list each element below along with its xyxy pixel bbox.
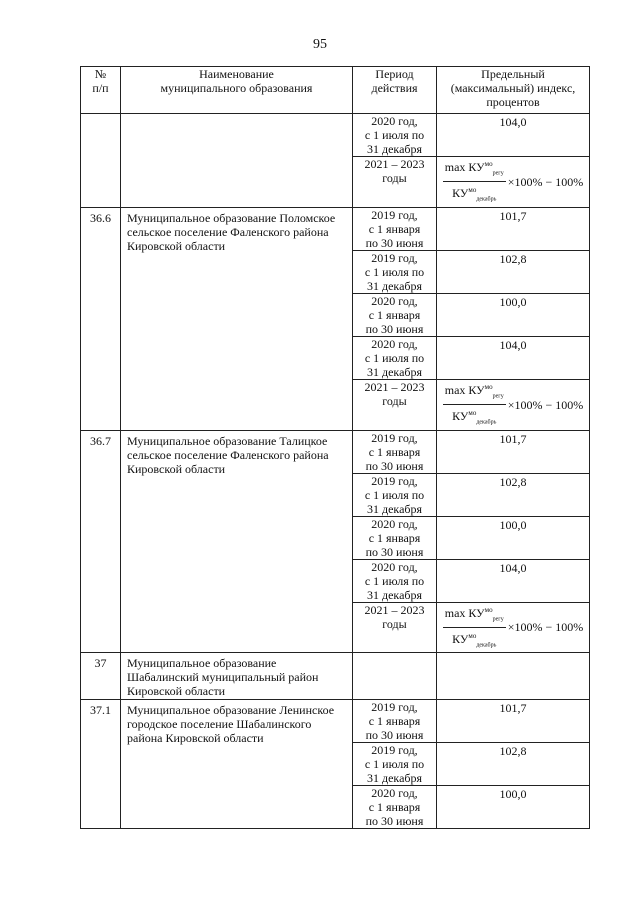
row-name: Муниципальное образование Ленинское городское поселение Шабалинского района Кировской области xyxy=(121,700,353,829)
row-name: Муниципальное образование Шабалинский муниципальный район Кировской области xyxy=(121,653,353,700)
table-row xyxy=(81,430,590,473)
formula-fraction: $\frac{\max КУ^{мо}_{регу}}{КУ^{мо}_{декабрь}}$ xyxy=(443,603,506,653)
table-row xyxy=(81,653,590,700)
row-name-cell xyxy=(121,114,353,208)
index-value: 101,7 xyxy=(437,430,590,473)
index-value: 102,8 xyxy=(437,473,590,516)
index-value: 104,0 xyxy=(437,114,590,157)
index-value: 104,0 xyxy=(437,559,590,602)
period-cell: 2021 – 2023 годы xyxy=(353,157,437,208)
row-num: 37.1 xyxy=(81,700,121,829)
period-cell: 2019 год, с 1 января по 30 июня xyxy=(353,700,437,743)
tariff-index-table xyxy=(80,66,590,829)
index-value: 100,0 xyxy=(437,516,590,559)
index-value: 102,8 xyxy=(437,250,590,293)
table-header-row xyxy=(81,67,590,114)
period-cell: 2020 год, с 1 января по 30 июня xyxy=(353,786,437,829)
index-value: 100,0 xyxy=(437,293,590,336)
row-num: 36.6 xyxy=(81,207,121,430)
index-value: 100,0 xyxy=(437,786,590,829)
formula-rest: ×100% − 100% xyxy=(507,397,584,412)
period-cell: 2020 год, с 1 июля по 31 декабря xyxy=(353,336,437,379)
period-cell: 2019 год, с 1 июля по 31 декабря xyxy=(353,250,437,293)
table-row xyxy=(81,207,590,250)
header-index: Предельный (максимальный) индекс, процентов xyxy=(437,67,590,114)
row-num-cell xyxy=(81,114,121,208)
period-cell: 2020 год, с 1 января по 30 июня xyxy=(353,516,437,559)
index-value: 101,7 xyxy=(437,700,590,743)
table-row xyxy=(81,114,590,157)
row-num: 37 xyxy=(81,653,121,700)
index-formula xyxy=(437,602,590,653)
period-cell: 2019 год, с 1 июля по 31 декабря xyxy=(353,473,437,516)
period-cell: 2020 год, с 1 июля по 31 декабря xyxy=(353,114,437,157)
index-value xyxy=(437,653,590,700)
formula-fraction: $\frac{\max КУ^{мо}_{регу}}{КУ^{мо}_{декабрь}}$ xyxy=(443,157,506,207)
row-num: 36.7 xyxy=(81,430,121,653)
period-cell: 2019 год, с 1 января по 30 июня xyxy=(353,430,437,473)
page-number: 95 xyxy=(313,37,327,52)
index-value: 102,8 xyxy=(437,743,590,786)
index-formula xyxy=(437,379,590,430)
period-cell xyxy=(353,653,437,700)
formula-rest: ×100% − 100% xyxy=(507,620,584,635)
period-cell: 2019 год, с 1 января по 30 июня xyxy=(353,207,437,250)
period-cell: 2020 год, с 1 января по 30 июня xyxy=(353,293,437,336)
header-name: Наименование муниципального образования xyxy=(121,67,353,114)
index-value: 104,0 xyxy=(437,336,590,379)
formula-rest: ×100% − 100% xyxy=(507,174,584,189)
period-cell: 2021 – 2023 годы xyxy=(353,602,437,653)
period-cell: 2020 год, с 1 июля по 31 декабря xyxy=(353,559,437,602)
row-name: Муниципальное образование Поломское сельское поселение Фаленского района Кировской области xyxy=(121,207,353,430)
formula-fraction: $\frac{\max КУ^{мо}_{регу}}{КУ^{мо}_{декабрь}}$ xyxy=(443,380,506,430)
table-row xyxy=(81,700,590,743)
period-cell: 2019 год, с 1 июля по 31 декабря xyxy=(353,743,437,786)
index-formula xyxy=(437,157,590,208)
header-num: № п/п xyxy=(81,67,121,114)
index-value: 101,7 xyxy=(437,207,590,250)
period-cell: 2021 – 2023 годы xyxy=(353,379,437,430)
row-name: Муниципальное образование Талицкое сельское поселение Фаленского района Кировской области xyxy=(121,430,353,653)
header-period: Период действия xyxy=(353,67,437,114)
